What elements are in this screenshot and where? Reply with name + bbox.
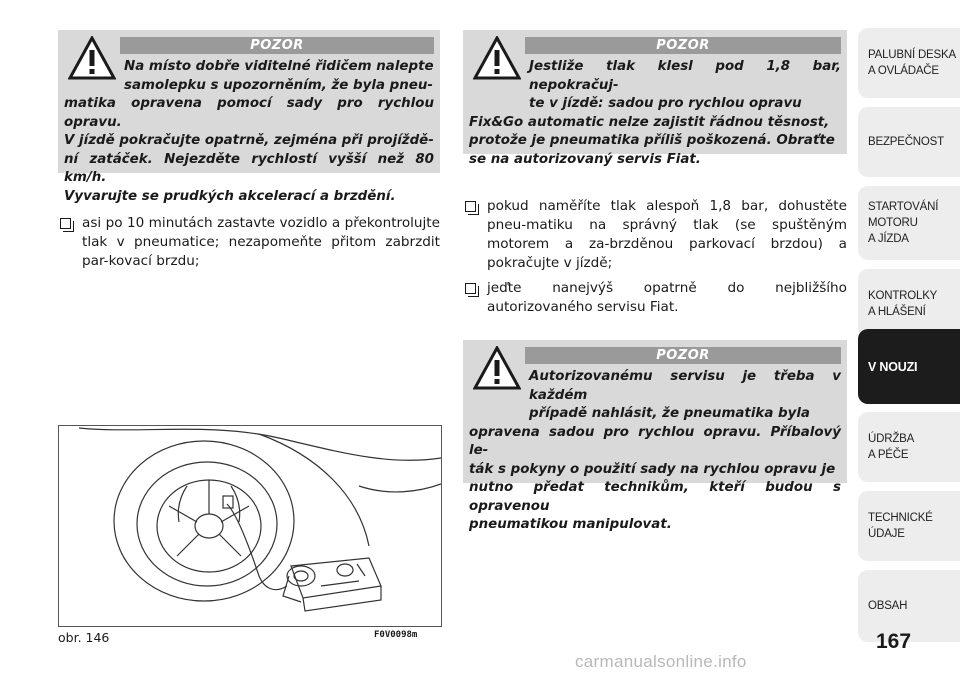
- tab-label: ÚDRŽBA: [868, 433, 915, 445]
- watermark: carmanualsonline.info: [575, 652, 747, 671]
- warning-line: nutno předat technikům, kteří budou s opravenou: [469, 480, 841, 514]
- figure-caption: obr. 146: [58, 630, 110, 645]
- right-bullet-list: [465, 197, 847, 319]
- warning-line: opravena sadou pro rychlou opravu. Příbalový le-: [469, 424, 841, 458]
- warning-line: Vyvarujte se prudkých akcelerací a brzdění.: [64, 188, 396, 204]
- warning-line: se na autorizovaný servis Fiat.: [469, 151, 701, 167]
- list-item-text: jeďte nanejvýš opatrně do nejbližšího autorizovaného servisu Fiat.: [487, 280, 847, 315]
- checkbox-bullet-icon: [60, 218, 71, 229]
- tab-label: KONTROLKY: [868, 290, 938, 302]
- chapter-sidebar: [858, 28, 960, 650]
- warning-line: Na místo dobře viditelné řidičem nalepte: [124, 59, 434, 74]
- warning-line: případě nahlásit, že pneumatika byla: [529, 406, 810, 421]
- warning-box-3: [463, 340, 847, 532]
- tab-label: A HLÁŠENÍ: [868, 306, 926, 318]
- tab-label: A OVLÁDAČE: [868, 65, 939, 77]
- tab-label: BEZPEČNOST: [868, 136, 944, 148]
- warning-line: ták s pokyny o použití sady na rychlou opravu je: [469, 461, 836, 477]
- warning-line: V jízdě pokračujte opatrně, zejména při projíždě-: [64, 133, 434, 148]
- warning-line: Fix&Go automatic nelze zajistit řádnou těsnost,: [469, 114, 830, 130]
- warning-box-1: [58, 30, 440, 204]
- tab-label: V NOUZI: [868, 359, 918, 374]
- list-item: [60, 214, 440, 271]
- warning-line: te v jízdě: sadou pro rychlou opravu: [529, 96, 802, 111]
- tab-label: A JÍZDA: [868, 233, 909, 245]
- warning-heading: POZOR: [120, 37, 434, 54]
- figure-code: F0V0098m: [374, 630, 418, 640]
- warning-text: [469, 368, 841, 535]
- tab-label: TECHNICKÉ: [868, 512, 933, 524]
- warning-heading: POZOR: [525, 37, 841, 54]
- left-bullet-list: [60, 214, 440, 273]
- warning-heading: POZOR: [525, 347, 841, 364]
- list-item-text: asi po 10 minutách zastavte vozidlo a překontrolujte tlak v pneumatice; nezapomeňte přitom zabrzdit par-kovací brzdu;: [82, 215, 440, 269]
- checkbox-bullet-icon: [465, 201, 476, 212]
- list-item: [465, 279, 847, 317]
- tire-repair-illustration: [59, 426, 441, 626]
- page-number: 167: [876, 630, 912, 653]
- tab-label: OBSAH: [868, 600, 908, 612]
- warning-line: protože je pneumatika příliš poškozená. Obraťte: [469, 133, 835, 148]
- tab-bezpecnost[interactable]: [858, 107, 960, 177]
- warning-line: samolepku s upozorněním, že byla pneu-: [124, 77, 433, 93]
- tab-startovani[interactable]: [858, 186, 960, 260]
- warning-line: ní zatáček. Nejezděte rychlostí vyšší než 80 km/h.: [64, 151, 434, 185]
- warning-text: [469, 58, 841, 169]
- list-item: [465, 197, 847, 273]
- tab-v-nouzi[interactable]: [858, 329, 960, 404]
- tab-label: STARTOVÁNÍ: [868, 201, 939, 213]
- warning-line: pneumatikou manipulovat.: [469, 517, 672, 532]
- figure-tire-repair-kit: [58, 425, 442, 627]
- list-item-text: pokud naměříte tlak alespoň 1,8 bar, dohustěte pneu-matiku na správný tlak (se spuštěným motorem a za-brzděnou parkovací brzdou) a pokračujte v jízdě;: [487, 198, 847, 271]
- tab-palubni-deska[interactable]: [858, 28, 960, 98]
- warning-text: [64, 58, 434, 206]
- tab-label: A PÉČE: [868, 449, 909, 461]
- warning-line: Jestliže tlak klesl pod 1,8 bar, nepokračuj-: [529, 59, 841, 93]
- warning-box-2: [463, 30, 847, 167]
- checkbox-bullet-icon: [465, 283, 476, 294]
- warning-line: matika opravena pomocí sady pro rychlou opravu.: [64, 96, 434, 130]
- tab-udrzba[interactable]: [858, 412, 960, 482]
- tab-label: ÚDAJE: [868, 528, 905, 540]
- tab-technicke-udaje[interactable]: [858, 491, 960, 561]
- tab-label: PALUBNÍ DESKA: [868, 49, 956, 61]
- tab-label: MOTORU: [868, 217, 918, 229]
- warning-line: Autorizovanému servisu je třeba v každém: [529, 369, 841, 403]
